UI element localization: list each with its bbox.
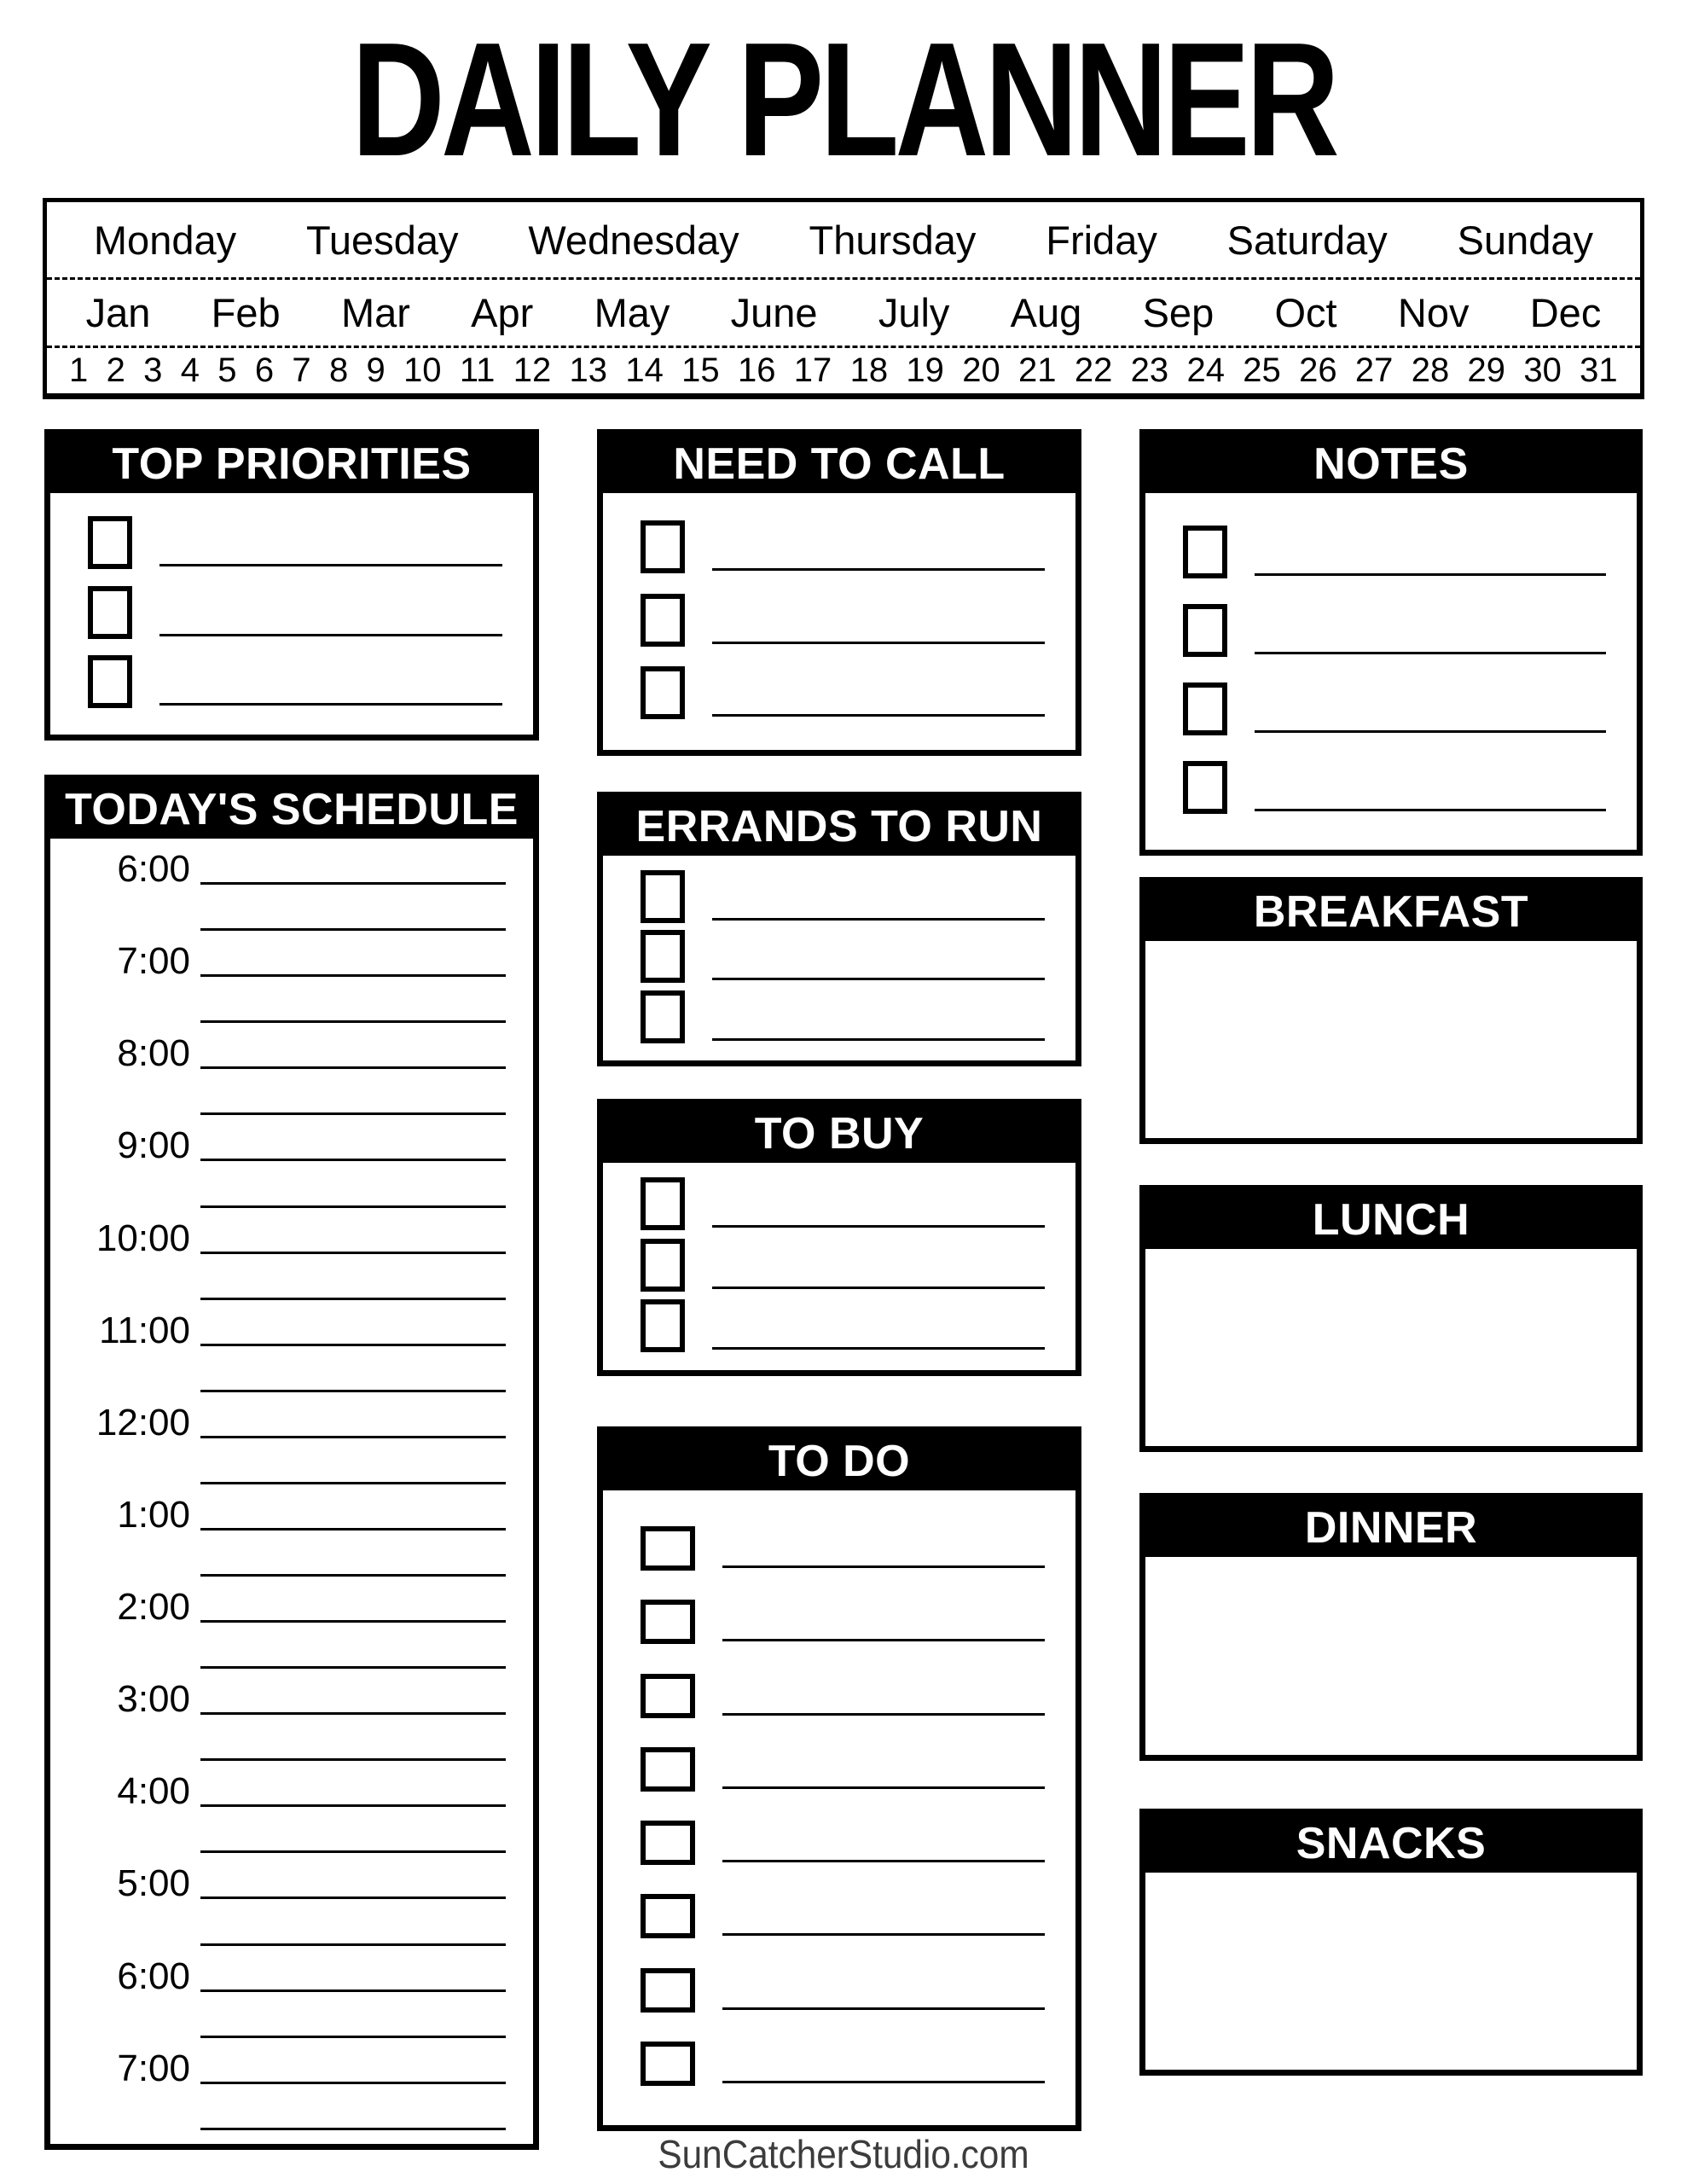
checkbox[interactable] bbox=[641, 520, 685, 573]
checklist-row bbox=[88, 655, 502, 708]
day-number-label: 4 bbox=[180, 351, 200, 389]
day-number-label: 20 bbox=[962, 351, 1000, 389]
checklist-row bbox=[641, 1600, 1045, 1644]
checkbox[interactable] bbox=[641, 990, 685, 1043]
schedule-row bbox=[61, 1814, 506, 1856]
write-in-line[interactable] bbox=[200, 1020, 506, 1023]
checkbox[interactable] bbox=[641, 1674, 695, 1718]
checklist-row bbox=[641, 870, 1045, 923]
day-number-label: 21 bbox=[1018, 351, 1057, 389]
schedule-row bbox=[61, 2045, 506, 2088]
schedule-list bbox=[50, 839, 533, 2144]
write-in-line[interactable] bbox=[722, 1786, 1045, 1789]
month-label: Sep bbox=[1142, 290, 1215, 335]
day-number-label: 24 bbox=[1186, 351, 1225, 389]
write-in-line[interactable] bbox=[200, 2128, 506, 2130]
checklist-row bbox=[641, 1894, 1045, 1938]
month-label: Nov bbox=[1397, 290, 1470, 335]
section-lunch bbox=[1139, 1185, 1643, 1452]
day-number-label: 28 bbox=[1411, 351, 1450, 389]
month-label: June bbox=[730, 290, 818, 335]
section-title: LUNCH bbox=[1145, 1191, 1637, 1249]
day-number-label: 5 bbox=[217, 351, 237, 389]
section-title: TO BUY bbox=[603, 1105, 1075, 1163]
day-number-label: 30 bbox=[1523, 351, 1562, 389]
write-in-line[interactable] bbox=[200, 1436, 506, 1438]
write-in-line[interactable] bbox=[159, 634, 502, 636]
day-number-label: 31 bbox=[1580, 351, 1618, 389]
checklist-row bbox=[641, 1239, 1045, 1292]
schedule-row bbox=[61, 938, 506, 983]
write-in-line[interactable] bbox=[200, 1528, 506, 1531]
day-number-label: 23 bbox=[1130, 351, 1169, 389]
day-number-label: 7 bbox=[292, 351, 311, 389]
day-number-label: 25 bbox=[1243, 351, 1281, 389]
write-in-line[interactable] bbox=[712, 1038, 1045, 1041]
write-in-line[interactable] bbox=[200, 1482, 506, 1484]
write-in-line[interactable] bbox=[200, 2036, 506, 2038]
day-number-label: 27 bbox=[1354, 351, 1394, 389]
day-number-label: 8 bbox=[328, 351, 349, 389]
checklist-row bbox=[641, 1299, 1045, 1352]
write-in-line[interactable] bbox=[200, 1252, 506, 1254]
schedule-time-label: 5:00 bbox=[117, 1862, 190, 1905]
write-in-line[interactable] bbox=[712, 642, 1045, 644]
weekday-label: Monday bbox=[93, 217, 237, 263]
day-number-label: 11 bbox=[459, 351, 496, 389]
checklist-row bbox=[1183, 761, 1606, 814]
top-priorities-list bbox=[50, 493, 533, 735]
section-notes bbox=[1139, 429, 1643, 856]
write-in-line[interactable] bbox=[200, 1758, 506, 1761]
write-in-line[interactable] bbox=[722, 2007, 1045, 2010]
schedule-row bbox=[61, 1722, 506, 1764]
write-in-line[interactable] bbox=[1255, 652, 1606, 654]
checkbox[interactable] bbox=[641, 2042, 695, 2086]
checklist-row bbox=[641, 2042, 1045, 2086]
write-in-line[interactable] bbox=[1255, 809, 1606, 811]
month-label: Oct bbox=[1274, 290, 1337, 335]
footer-credit: SunCatcherStudio.com bbox=[658, 2132, 1029, 2176]
section-title: NEED TO CALL bbox=[603, 435, 1075, 493]
checkbox[interactable] bbox=[1183, 604, 1227, 657]
schedule-row bbox=[61, 1907, 506, 1949]
day-number-label: 13 bbox=[569, 351, 608, 389]
checkbox[interactable] bbox=[1183, 682, 1227, 735]
schedule-row bbox=[61, 892, 506, 934]
checklist-row bbox=[641, 1968, 1045, 2013]
section-need-to-call bbox=[597, 429, 1081, 756]
schedule-row bbox=[61, 1215, 506, 1258]
checkbox[interactable] bbox=[641, 594, 685, 647]
checkbox[interactable] bbox=[1183, 761, 1227, 814]
weekday-label: Wednesday bbox=[528, 217, 739, 263]
section-top-priorities bbox=[44, 429, 539, 741]
month-label: July bbox=[878, 290, 950, 335]
date-selector-box bbox=[43, 198, 1644, 399]
write-in-line[interactable] bbox=[200, 1712, 506, 1715]
write-in-line[interactable] bbox=[200, 1159, 506, 1161]
weekday-row bbox=[47, 202, 1640, 277]
schedule-row bbox=[61, 1169, 506, 1211]
write-in-line[interactable] bbox=[200, 1666, 506, 1669]
write-in-line[interactable] bbox=[200, 1298, 506, 1300]
write-in-line[interactable] bbox=[200, 1804, 506, 1807]
section-title: TOP PRIORITIES bbox=[50, 435, 533, 493]
checkbox[interactable] bbox=[88, 516, 132, 569]
month-row bbox=[47, 277, 1640, 346]
schedule-row bbox=[61, 1537, 506, 1580]
month-label: Dec bbox=[1529, 290, 1602, 335]
checklist-row bbox=[641, 520, 1045, 573]
checklist-row bbox=[641, 1747, 1045, 1792]
weekday-label: Sunday bbox=[1457, 217, 1594, 263]
day-number-row bbox=[47, 346, 1640, 393]
write-in-line[interactable] bbox=[712, 1287, 1045, 1289]
day-number-label: 26 bbox=[1299, 351, 1337, 389]
checkbox[interactable] bbox=[641, 1968, 695, 2013]
write-in-line[interactable] bbox=[722, 1933, 1045, 1936]
day-number-label: 16 bbox=[737, 351, 776, 389]
month-label: Mar bbox=[340, 290, 410, 335]
checklist-row bbox=[641, 1821, 1045, 1865]
checkbox[interactable] bbox=[641, 870, 685, 923]
page-title: DAILY PLANNER bbox=[351, 9, 1336, 190]
checklist-row bbox=[641, 594, 1045, 647]
write-in-line[interactable] bbox=[200, 1943, 506, 1946]
checkbox[interactable] bbox=[641, 1177, 685, 1230]
schedule-row bbox=[61, 1768, 506, 1813]
write-in-line[interactable] bbox=[722, 1860, 1045, 1862]
day-number-label: 22 bbox=[1074, 351, 1113, 389]
write-in-line[interactable] bbox=[159, 564, 502, 566]
section-errands-to-run bbox=[597, 792, 1081, 1066]
section-breakfast bbox=[1139, 877, 1643, 1144]
day-number-label: 18 bbox=[849, 351, 889, 389]
checkbox[interactable] bbox=[641, 666, 685, 719]
need-to-call-list bbox=[603, 493, 1075, 750]
schedule-time-label: 7:00 bbox=[117, 940, 190, 983]
schedule-row bbox=[61, 1307, 506, 1350]
checklist-row bbox=[641, 990, 1045, 1043]
section-to-buy bbox=[597, 1099, 1081, 1376]
schedule-time-label: 10:00 bbox=[96, 1217, 190, 1259]
day-number-label: 29 bbox=[1467, 351, 1506, 389]
checklist-row bbox=[1183, 604, 1606, 657]
day-number-label: 19 bbox=[906, 351, 944, 389]
schedule-row bbox=[61, 1076, 506, 1118]
checklist-row bbox=[641, 1177, 1045, 1230]
checklist-row bbox=[1183, 682, 1606, 735]
day-number-label: 6 bbox=[254, 351, 275, 389]
write-in-line[interactable] bbox=[712, 918, 1045, 921]
write-in-line[interactable] bbox=[1255, 573, 1606, 576]
schedule-time-label: 4:00 bbox=[117, 1770, 190, 1813]
schedule-row bbox=[61, 1122, 506, 1165]
schedule-row bbox=[61, 1491, 506, 1534]
section-todays-schedule bbox=[44, 775, 539, 2150]
write-in-line[interactable] bbox=[200, 1896, 506, 1899]
day-number-label: 3 bbox=[143, 351, 163, 389]
schedule-time-label: 3:00 bbox=[117, 1678, 190, 1721]
schedule-row bbox=[61, 984, 506, 1026]
write-in-line[interactable] bbox=[200, 1066, 506, 1069]
breakfast-write-in-area[interactable] bbox=[1145, 941, 1637, 1138]
write-in-line[interactable] bbox=[200, 1205, 506, 1208]
schedule-time-label: 2:00 bbox=[117, 1586, 190, 1629]
schedule-row bbox=[61, 1629, 506, 1672]
write-in-line[interactable] bbox=[722, 1639, 1045, 1641]
write-in-line[interactable] bbox=[712, 1347, 1045, 1350]
month-label: Aug bbox=[1010, 290, 1082, 335]
section-title: TO DO bbox=[603, 1432, 1075, 1490]
write-in-line[interactable] bbox=[200, 882, 506, 885]
write-in-line[interactable] bbox=[722, 1713, 1045, 1716]
weekday-label: Tuesday bbox=[305, 217, 459, 263]
day-number-label: 17 bbox=[793, 351, 832, 389]
schedule-time-label: 7:00 bbox=[117, 2047, 190, 2089]
write-in-line[interactable] bbox=[200, 1989, 506, 1992]
write-in-line[interactable] bbox=[200, 1620, 506, 1623]
schedule-time-label: 11:00 bbox=[99, 1309, 190, 1351]
dinner-write-in-area[interactable] bbox=[1145, 1557, 1637, 1755]
write-in-line[interactable] bbox=[200, 1112, 506, 1115]
section-title: SNACKS bbox=[1145, 1815, 1637, 1873]
checkbox[interactable] bbox=[88, 586, 132, 639]
section-title: TODAY'S SCHEDULE bbox=[50, 781, 533, 839]
schedule-row bbox=[61, 1445, 506, 1488]
schedule-time-label: 12:00 bbox=[96, 1401, 190, 1443]
write-in-line[interactable] bbox=[712, 568, 1045, 571]
checklist-row bbox=[641, 930, 1045, 983]
to-do-list bbox=[603, 1490, 1075, 2125]
write-in-line[interactable] bbox=[200, 1850, 506, 1853]
write-in-line[interactable] bbox=[722, 2081, 1045, 2083]
checkbox[interactable] bbox=[641, 1894, 695, 1938]
schedule-row bbox=[61, 1953, 506, 1995]
schedule-row bbox=[61, 1860, 506, 1905]
checklist-row bbox=[88, 516, 502, 569]
checkbox[interactable] bbox=[641, 1299, 685, 1352]
month-label: May bbox=[594, 290, 670, 335]
checklist-row bbox=[1183, 526, 1606, 578]
checkbox[interactable] bbox=[641, 1600, 695, 1644]
schedule-row bbox=[61, 1999, 506, 2042]
section-title: NOTES bbox=[1145, 435, 1637, 493]
lunch-write-in-area[interactable] bbox=[1145, 1249, 1637, 1446]
section-title: ERRANDS TO RUN bbox=[603, 798, 1075, 856]
schedule-row bbox=[61, 1353, 506, 1396]
schedule-row bbox=[61, 1583, 506, 1629]
to-buy-list bbox=[603, 1163, 1075, 1370]
write-in-line[interactable] bbox=[722, 1565, 1045, 1568]
snacks-write-in-area[interactable] bbox=[1145, 1873, 1637, 2070]
schedule-time-label: 9:00 bbox=[117, 1124, 190, 1167]
checkbox[interactable] bbox=[88, 655, 132, 708]
section-snacks bbox=[1139, 1809, 1643, 2076]
checkbox[interactable] bbox=[641, 1821, 695, 1865]
checklist-row bbox=[641, 1674, 1045, 1718]
schedule-time-label: 6:00 bbox=[117, 848, 190, 891]
checkbox[interactable] bbox=[641, 1239, 685, 1292]
write-in-line[interactable] bbox=[200, 974, 506, 977]
day-number-label: 15 bbox=[681, 351, 720, 389]
write-in-line[interactable] bbox=[159, 703, 502, 706]
write-in-line[interactable] bbox=[712, 978, 1045, 980]
day-number-label: 10 bbox=[403, 351, 442, 389]
section-to-do bbox=[597, 1426, 1081, 2131]
checkbox[interactable] bbox=[1183, 526, 1227, 578]
month-label: Jan bbox=[85, 290, 151, 335]
write-in-line[interactable] bbox=[200, 1390, 506, 1392]
day-number-label: 1 bbox=[69, 351, 89, 389]
day-number-label: 12 bbox=[513, 351, 552, 389]
write-in-line[interactable] bbox=[200, 928, 506, 931]
write-in-line[interactable] bbox=[200, 1344, 506, 1346]
checkbox[interactable] bbox=[641, 1526, 695, 1571]
checkbox[interactable] bbox=[641, 1747, 695, 1792]
section-dinner bbox=[1139, 1493, 1643, 1761]
day-number-label: 2 bbox=[106, 351, 125, 389]
checklist-row bbox=[641, 666, 1045, 719]
schedule-row bbox=[61, 2091, 506, 2134]
month-label: Feb bbox=[211, 290, 281, 335]
weekday-label: Friday bbox=[1046, 217, 1157, 263]
schedule-time-label: 6:00 bbox=[117, 1955, 190, 1997]
checklist-row bbox=[88, 586, 502, 639]
schedule-row bbox=[61, 1676, 506, 1721]
write-in-line[interactable] bbox=[200, 2082, 506, 2084]
day-number-label: 9 bbox=[366, 351, 386, 389]
schedule-row bbox=[61, 1399, 506, 1442]
schedule-row bbox=[61, 845, 506, 891]
day-number-label: 14 bbox=[625, 351, 664, 389]
checklist-row bbox=[641, 1526, 1045, 1571]
section-title: BREAKFAST bbox=[1145, 883, 1637, 941]
write-in-line[interactable] bbox=[712, 714, 1045, 717]
schedule-time-label: 1:00 bbox=[117, 1493, 190, 1536]
notes-list bbox=[1145, 493, 1637, 850]
schedule-row bbox=[61, 1030, 506, 1075]
write-in-line[interactable] bbox=[200, 1574, 506, 1577]
section-title: DINNER bbox=[1145, 1499, 1637, 1557]
checkbox[interactable] bbox=[641, 930, 685, 983]
month-label: Apr bbox=[471, 290, 534, 335]
weekday-label: Saturday bbox=[1226, 217, 1388, 263]
weekday-label: Thursday bbox=[809, 217, 977, 263]
schedule-time-label: 8:00 bbox=[117, 1032, 190, 1075]
write-in-line[interactable] bbox=[1255, 730, 1606, 733]
schedule-row bbox=[61, 1261, 506, 1304]
errands-list bbox=[603, 856, 1075, 1060]
write-in-line[interactable] bbox=[712, 1225, 1045, 1228]
